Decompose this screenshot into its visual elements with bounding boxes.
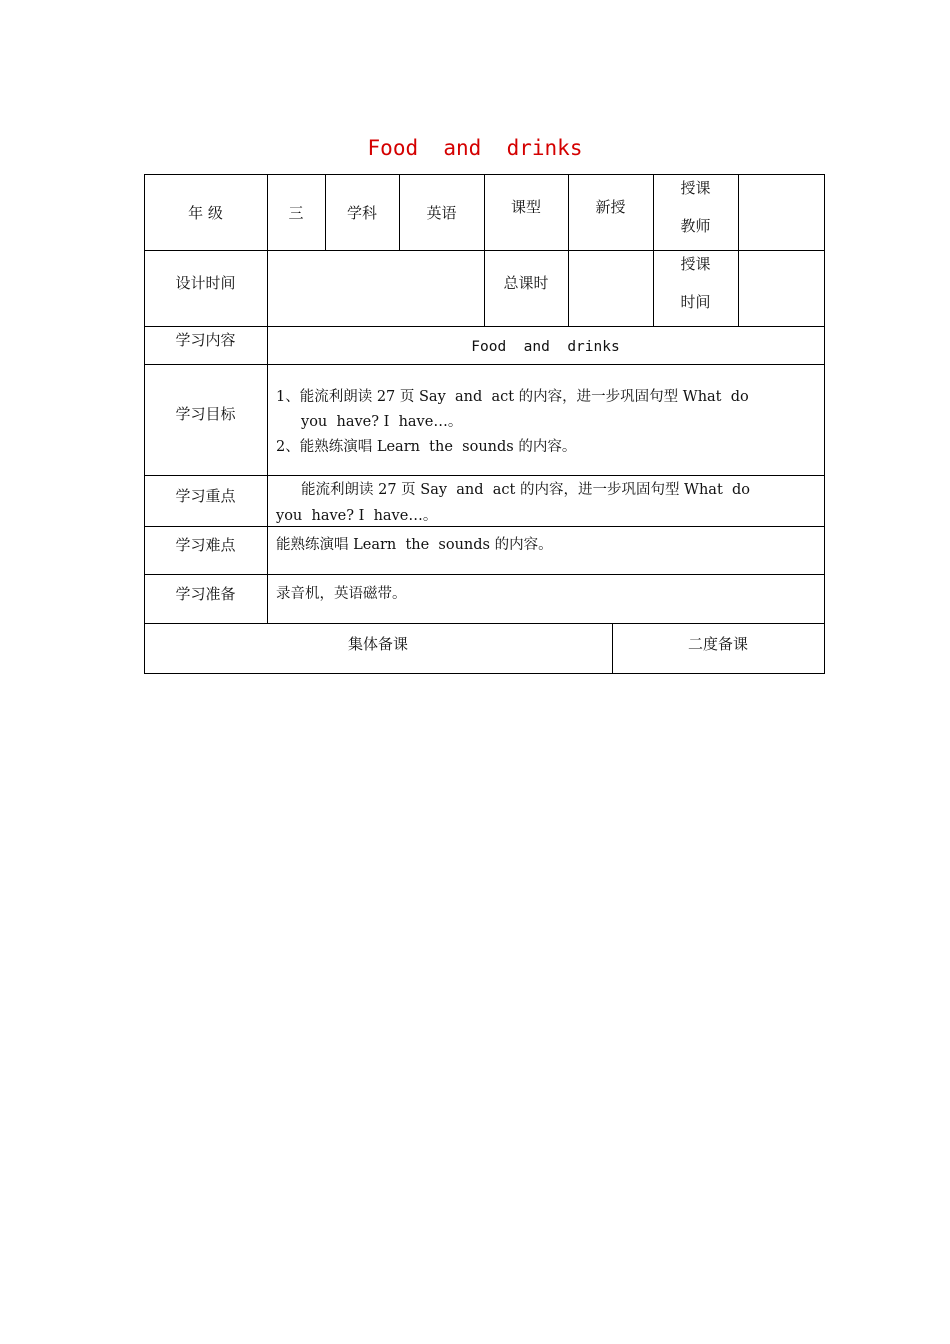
table-rule [144,623,825,624]
table-border-right [824,174,825,674]
table-rule [144,526,825,527]
focus-label: 学习重点 [175,487,236,505]
grade-label: 年 级 [188,204,223,222]
difficulty-value: 能熟练演唱 Learn the sounds 的内容。 [276,537,553,553]
teacher-label: 教师 [680,217,711,235]
focus-line: you have? I have…。 [276,508,438,524]
document-title: Food and drinks [367,136,583,160]
goals-line: 2、能熟练演唱 Learn the sounds 的内容。 [276,439,577,455]
table-rule [267,174,268,624]
subject-label: 学科 [346,204,377,222]
focus-line: 能流利朗读 27 页 Say and act 的内容，进一步巩固句型 What do [301,482,751,498]
design-time-label: 设计时间 [175,274,236,292]
difficulty-label: 学习难点 [175,536,236,554]
table-rule [144,364,825,365]
preparation-label: 学习准备 [175,585,236,603]
teacher-label: 授课 [680,179,711,197]
lesson-type-label: 课型 [510,198,541,216]
preparation-value: 录音机，英语磁带。 [276,586,407,602]
secondary-prep-label: 二度备课 [687,635,748,653]
goals-line: 1、能流利朗读 27 页 Say and act 的内容，进一步巩固句型 What do [276,389,749,405]
grade-value: 三 [288,204,304,222]
table-rule [738,174,739,327]
table-border-bottom [144,673,825,674]
table-rule [144,475,825,476]
subject-value: 英语 [426,204,457,222]
class-time-label: 授课 [680,255,711,273]
class-time-label: 时间 [680,293,711,311]
collective-prep-label: 集体备课 [347,635,408,653]
content-value: Food and drinks [471,339,620,355]
table-rule [144,574,825,575]
lesson-type-value: 新授 [595,198,626,216]
content-label: 学习内容 [175,331,236,349]
goals-line: you have? I have…。 [301,414,463,430]
total-hours-label: 总课时 [503,274,549,292]
goals-label: 学习目标 [175,405,236,423]
